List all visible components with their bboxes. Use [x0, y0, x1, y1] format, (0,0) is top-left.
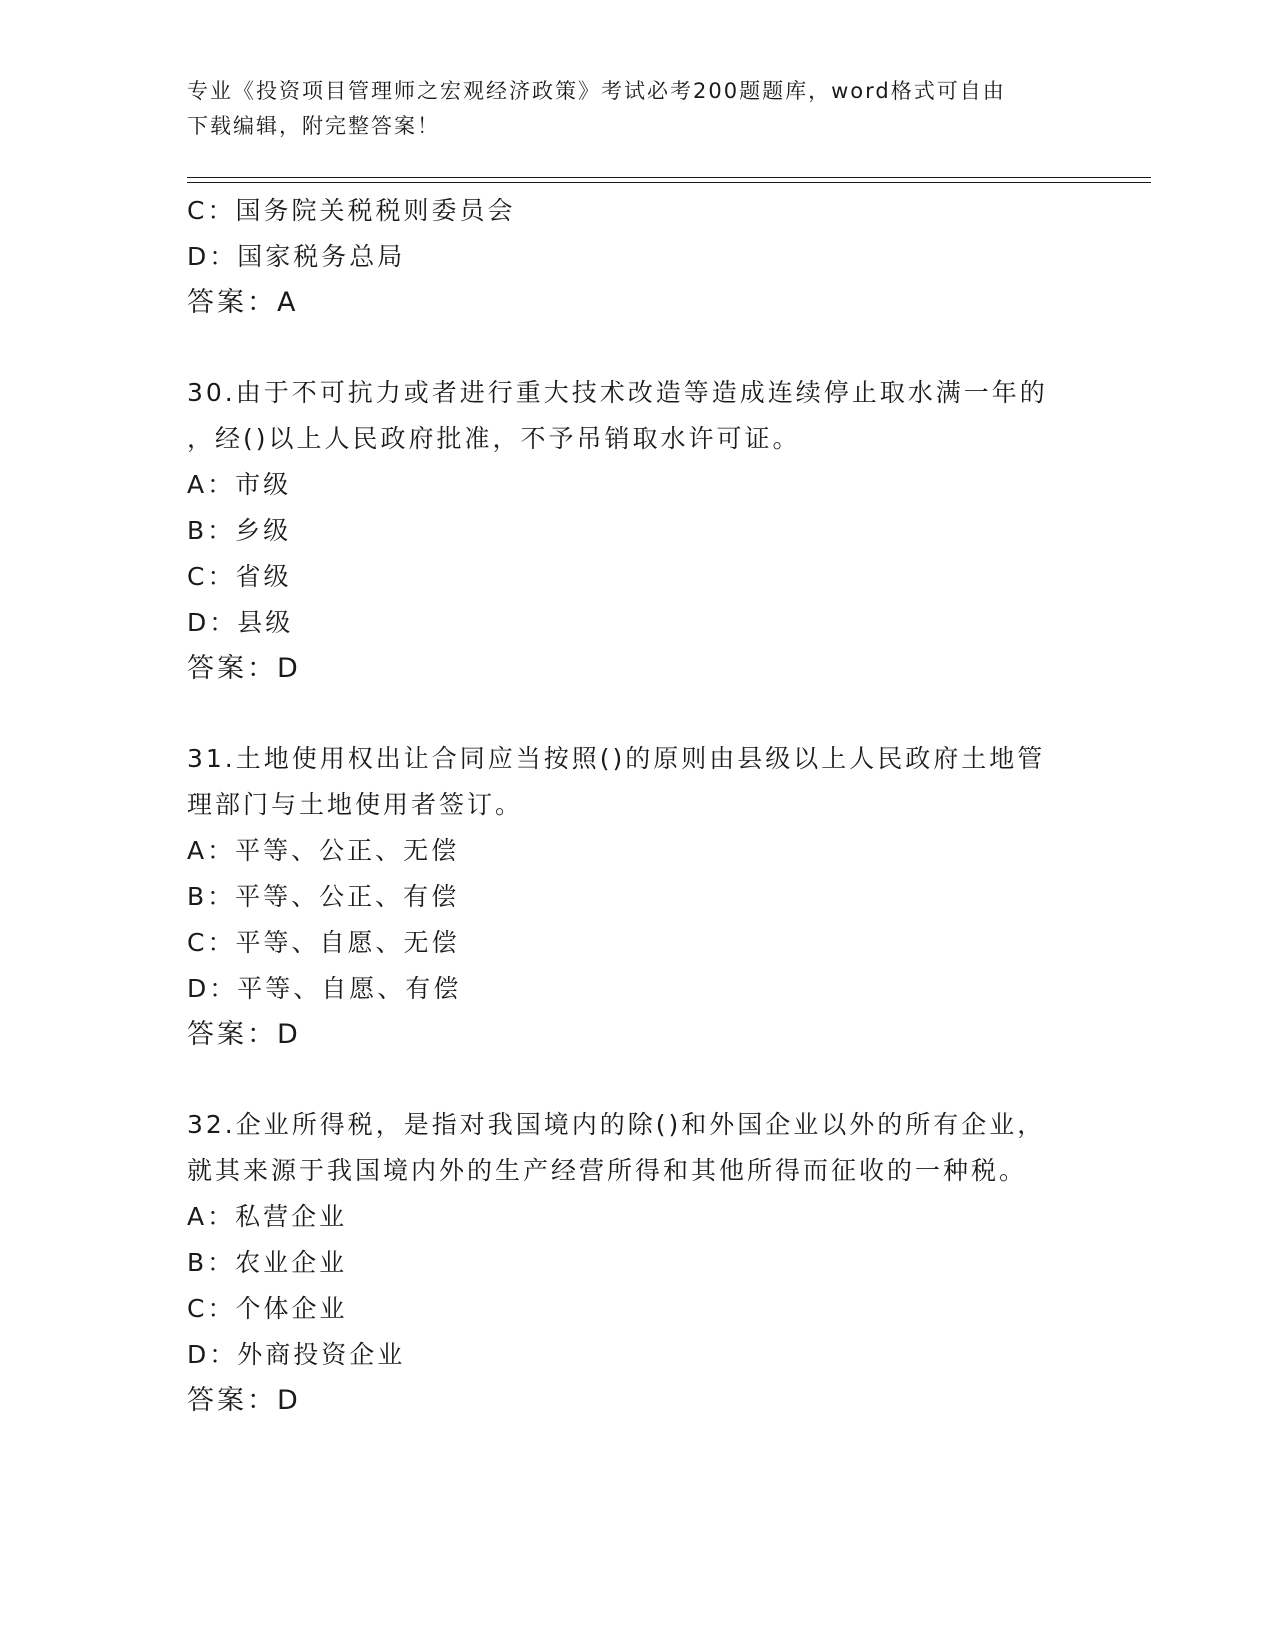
header-line-1: 专业《投资项目管理师之宏观经济政策》考试必考200题题库，word格式可自由 [187, 79, 1006, 103]
question-29-tail [187, 188, 1087, 326]
option-a: A：平等、公正、无偿 [187, 836, 460, 865]
question-32 [187, 1102, 1087, 1424]
header-rule-bottom [187, 182, 1151, 183]
question-30 [187, 370, 1087, 692]
option-d: D：平等、自愿、有偿 [187, 974, 462, 1003]
option-a: A：市级 [187, 470, 292, 499]
answer: 答案：D [187, 653, 301, 684]
question-31 [187, 736, 1087, 1058]
question-stem-line-1: 30.由于不可抗力或者进行重大技术改造等造成连续停止取水满一年的 [187, 378, 1048, 407]
answer: 答案：D [187, 1019, 301, 1050]
option-a: A：私营企业 [187, 1202, 348, 1231]
answer: 答案：D [187, 1385, 301, 1416]
option-c: C：国务院关税税则委员会 [187, 196, 516, 225]
header-rule-top [187, 177, 1151, 178]
document-header [187, 74, 1067, 144]
question-stem-line-2: ，经()以上人民政府批准，不予吊销取水许可证。 [187, 424, 801, 453]
option-b: B：农业企业 [187, 1248, 348, 1277]
option-b: B：乡级 [187, 516, 292, 545]
option-d: D：外商投资企业 [187, 1340, 406, 1369]
question-stem-line-1: 32.企业所得税，是指对我国境内的除()和外国企业以外的所有企业， [187, 1110, 1046, 1139]
header-line-2: 下载编辑，附完整答案！ [187, 114, 440, 138]
question-stem-line-2: 理部门与土地使用者签订。 [187, 790, 524, 819]
option-d: D：国家税务总局 [187, 242, 406, 271]
option-c: C：平等、自愿、无偿 [187, 928, 460, 957]
option-c: C：个体企业 [187, 1294, 348, 1323]
option-b: B：平等、公正、有偿 [187, 882, 460, 911]
question-list [187, 188, 1087, 1424]
option-c: C：省级 [187, 562, 292, 591]
question-stem-line-2: 就其来源于我国境内外的生产经营所得和其他所得而征收的一种税。 [187, 1156, 1028, 1185]
answer: 答案：A [187, 287, 299, 318]
option-d: D：县级 [187, 608, 294, 637]
question-stem-line-1: 31.土地使用权出让合同应当按照()的原则由县级以上人民政府土地管 [187, 744, 1046, 773]
